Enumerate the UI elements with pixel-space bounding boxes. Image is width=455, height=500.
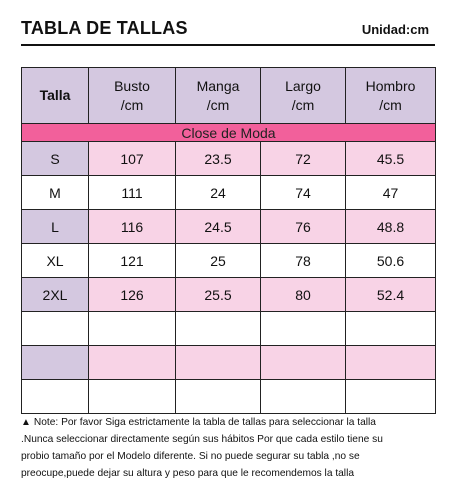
busto-cell [89, 380, 176, 414]
triangle-icon: ▲ [21, 417, 31, 428]
largo-cell: 76 [261, 210, 346, 244]
header-row [22, 68, 436, 124]
size-table [21, 67, 436, 414]
busto-cell: 111 [89, 176, 176, 210]
table-row [22, 278, 436, 312]
hombro-cell: 45.5 [346, 142, 436, 176]
largo-cell [261, 380, 346, 414]
busto-cell: 116 [89, 210, 176, 244]
size-cell: M [22, 176, 89, 210]
busto-cell: 121 [89, 244, 176, 278]
note-line: preocupe,puede dejar su altura y peso para que le recomendemos la talla [21, 468, 355, 479]
header-rule [21, 44, 435, 46]
manga-cell [176, 380, 261, 414]
busto-cell [89, 312, 176, 346]
band-row [22, 124, 436, 142]
hombro-cell: 47 [346, 176, 436, 210]
manga-cell: 23.5 [176, 142, 261, 176]
header-cell-manga: Manga /cm [176, 68, 261, 124]
header-cell-busto: Busto /cm [89, 68, 176, 124]
hombro-cell [346, 312, 436, 346]
table-row [22, 176, 436, 210]
hombro-cell: 48.8 [346, 210, 436, 244]
manga-cell [176, 346, 261, 380]
table-row [22, 244, 436, 278]
note-line: probio tamaño por el Modelo diferente. Si no puede segurar su tabla ,no se [21, 451, 360, 462]
manga-cell: 25.5 [176, 278, 261, 312]
largo-cell [261, 312, 346, 346]
unit-label: Unidad:cm [361, 22, 429, 37]
largo-cell: 72 [261, 142, 346, 176]
size-cell: L [22, 210, 89, 244]
size-cell [22, 380, 89, 414]
table-row [22, 312, 436, 346]
manga-cell: 24 [176, 176, 261, 210]
largo-cell: 74 [261, 176, 346, 210]
band-label: Close de Moda [22, 124, 436, 142]
table-row [22, 380, 436, 414]
largo-cell: 78 [261, 244, 346, 278]
hombro-cell [346, 380, 436, 414]
header [21, 14, 435, 46]
note-line: ▲ Note: Por favor Siga estrictamente la tabla de tallas para seleccionar la talla [21, 417, 376, 428]
manga-cell [176, 312, 261, 346]
largo-cell: 80 [261, 278, 346, 312]
table-row [22, 142, 436, 176]
size-cell [22, 312, 89, 346]
hombro-cell: 52.4 [346, 278, 436, 312]
note-line: .Nunca seleccionar directamente según sus hábitos Por que cada estilo tiene su [21, 434, 383, 445]
busto-cell: 126 [89, 278, 176, 312]
manga-cell: 24.5 [176, 210, 261, 244]
header-cell-talla: Talla [22, 68, 89, 124]
size-cell [22, 346, 89, 380]
size-cell: 2XL [22, 278, 89, 312]
table-row [22, 210, 436, 244]
header-cell-hombro: Hombro /cm [346, 68, 436, 124]
busto-cell [89, 346, 176, 380]
header-cell-largo: Largo /cm [261, 68, 346, 124]
table-row [22, 346, 436, 380]
size-cell: S [22, 142, 89, 176]
manga-cell: 25 [176, 244, 261, 278]
hombro-cell: 50.6 [346, 244, 436, 278]
busto-cell: 107 [89, 142, 176, 176]
size-note [21, 414, 441, 482]
page-title: TABLA DE TALLAS [21, 18, 188, 38]
hombro-cell [346, 346, 436, 380]
largo-cell [261, 346, 346, 380]
size-cell: XL [22, 244, 89, 278]
